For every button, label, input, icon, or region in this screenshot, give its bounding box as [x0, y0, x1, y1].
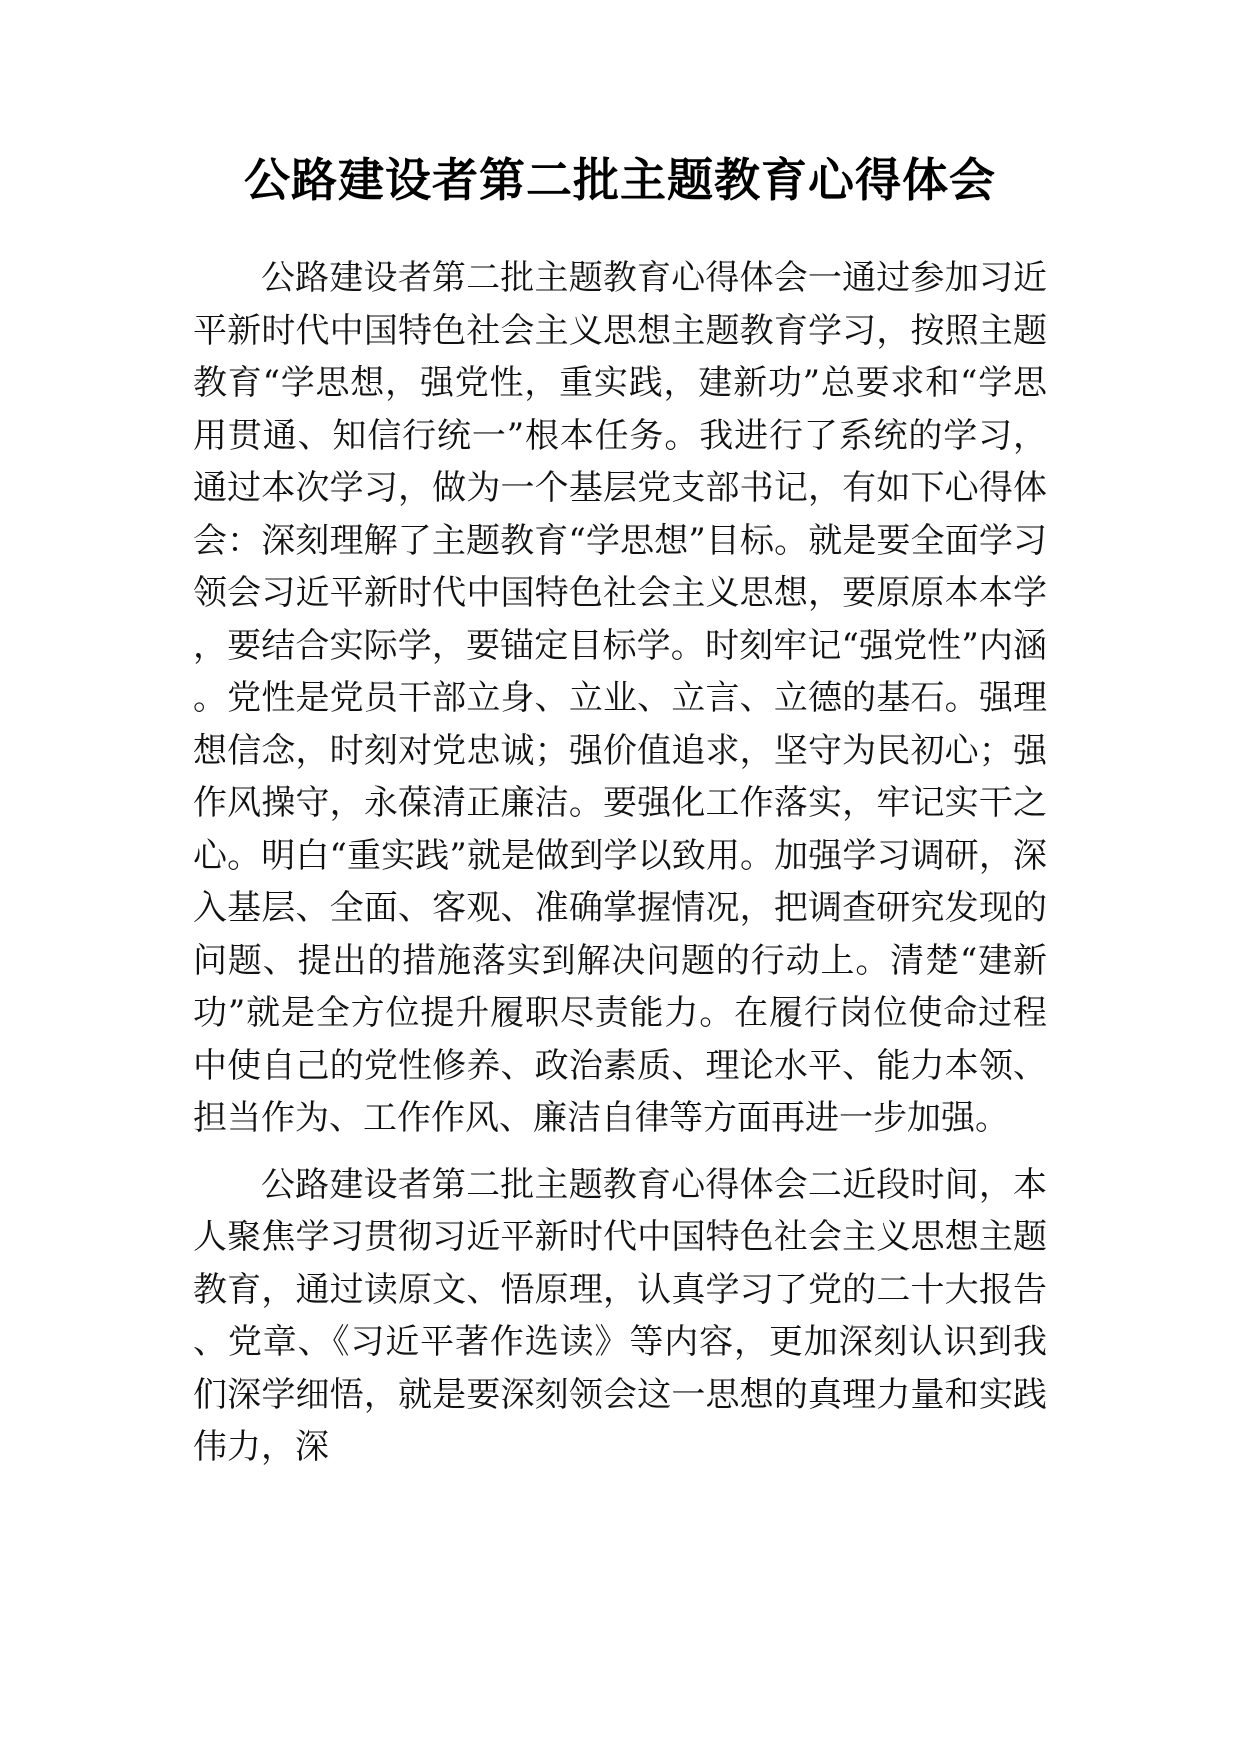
paragraph-1: 公路建设者第二批主题教育心得体会一通过参加习近平新时代中国特色社会主义思想主题教育学习，按照主题教育“学思想，强党性，重实践，建新功”总要求和“学思用贯通、知信行统一”根本任务。我进行了系统的学习，通过本次学习，做为一个基层党支部书记，有如下心得体会：深刻理解了主题教育“学思想”目标。就是要全面学习领会习近平新时代中国特色社会主义思想，要原原本本学，要结合实际学，要锚定目标学。时刻牢记“强党性”内涵。党性是党员干部立身、立业、立言、立德的基石。强理想信念，时刻对党忠诚；强价值追求，坚守为民初心；强作风操守，永葆清正廉洁。要强化工作落实，牢记实干之心。明白“重实践”就是做到学以致用。加强学习调研，深入基层、全面、客观、准确掌握情况，把调查研究发现的问题、提出的措施落实到解决问题的行动上。清楚“建新功”就是全方位提升履职尽责能力。在履行岗位使命过程中使自己的党性修养、政治素质、理论水平、能力本领、担当作为、工作作风、廉洁自律等方面再进一步加强。 — [193, 258, 1047, 1138]
document-body — [193, 252, 1047, 1488]
document-title: 公路建设者第二批主题教育心得体会 — [244, 153, 996, 207]
paragraph-2: 公路建设者第二批主题教育心得体会二近段时间，本人聚焦学习贯彻习近平新时代中国特色社会主义思想主题教育，通过读原文、悟原理，认真学习了党的二十大报告、党章、《习近平著作选读》等内容，更加深刻认识到我们深学细悟，就是要深刻领会这一思想的真理力量和实践伟力，深 — [193, 1164, 1047, 1467]
